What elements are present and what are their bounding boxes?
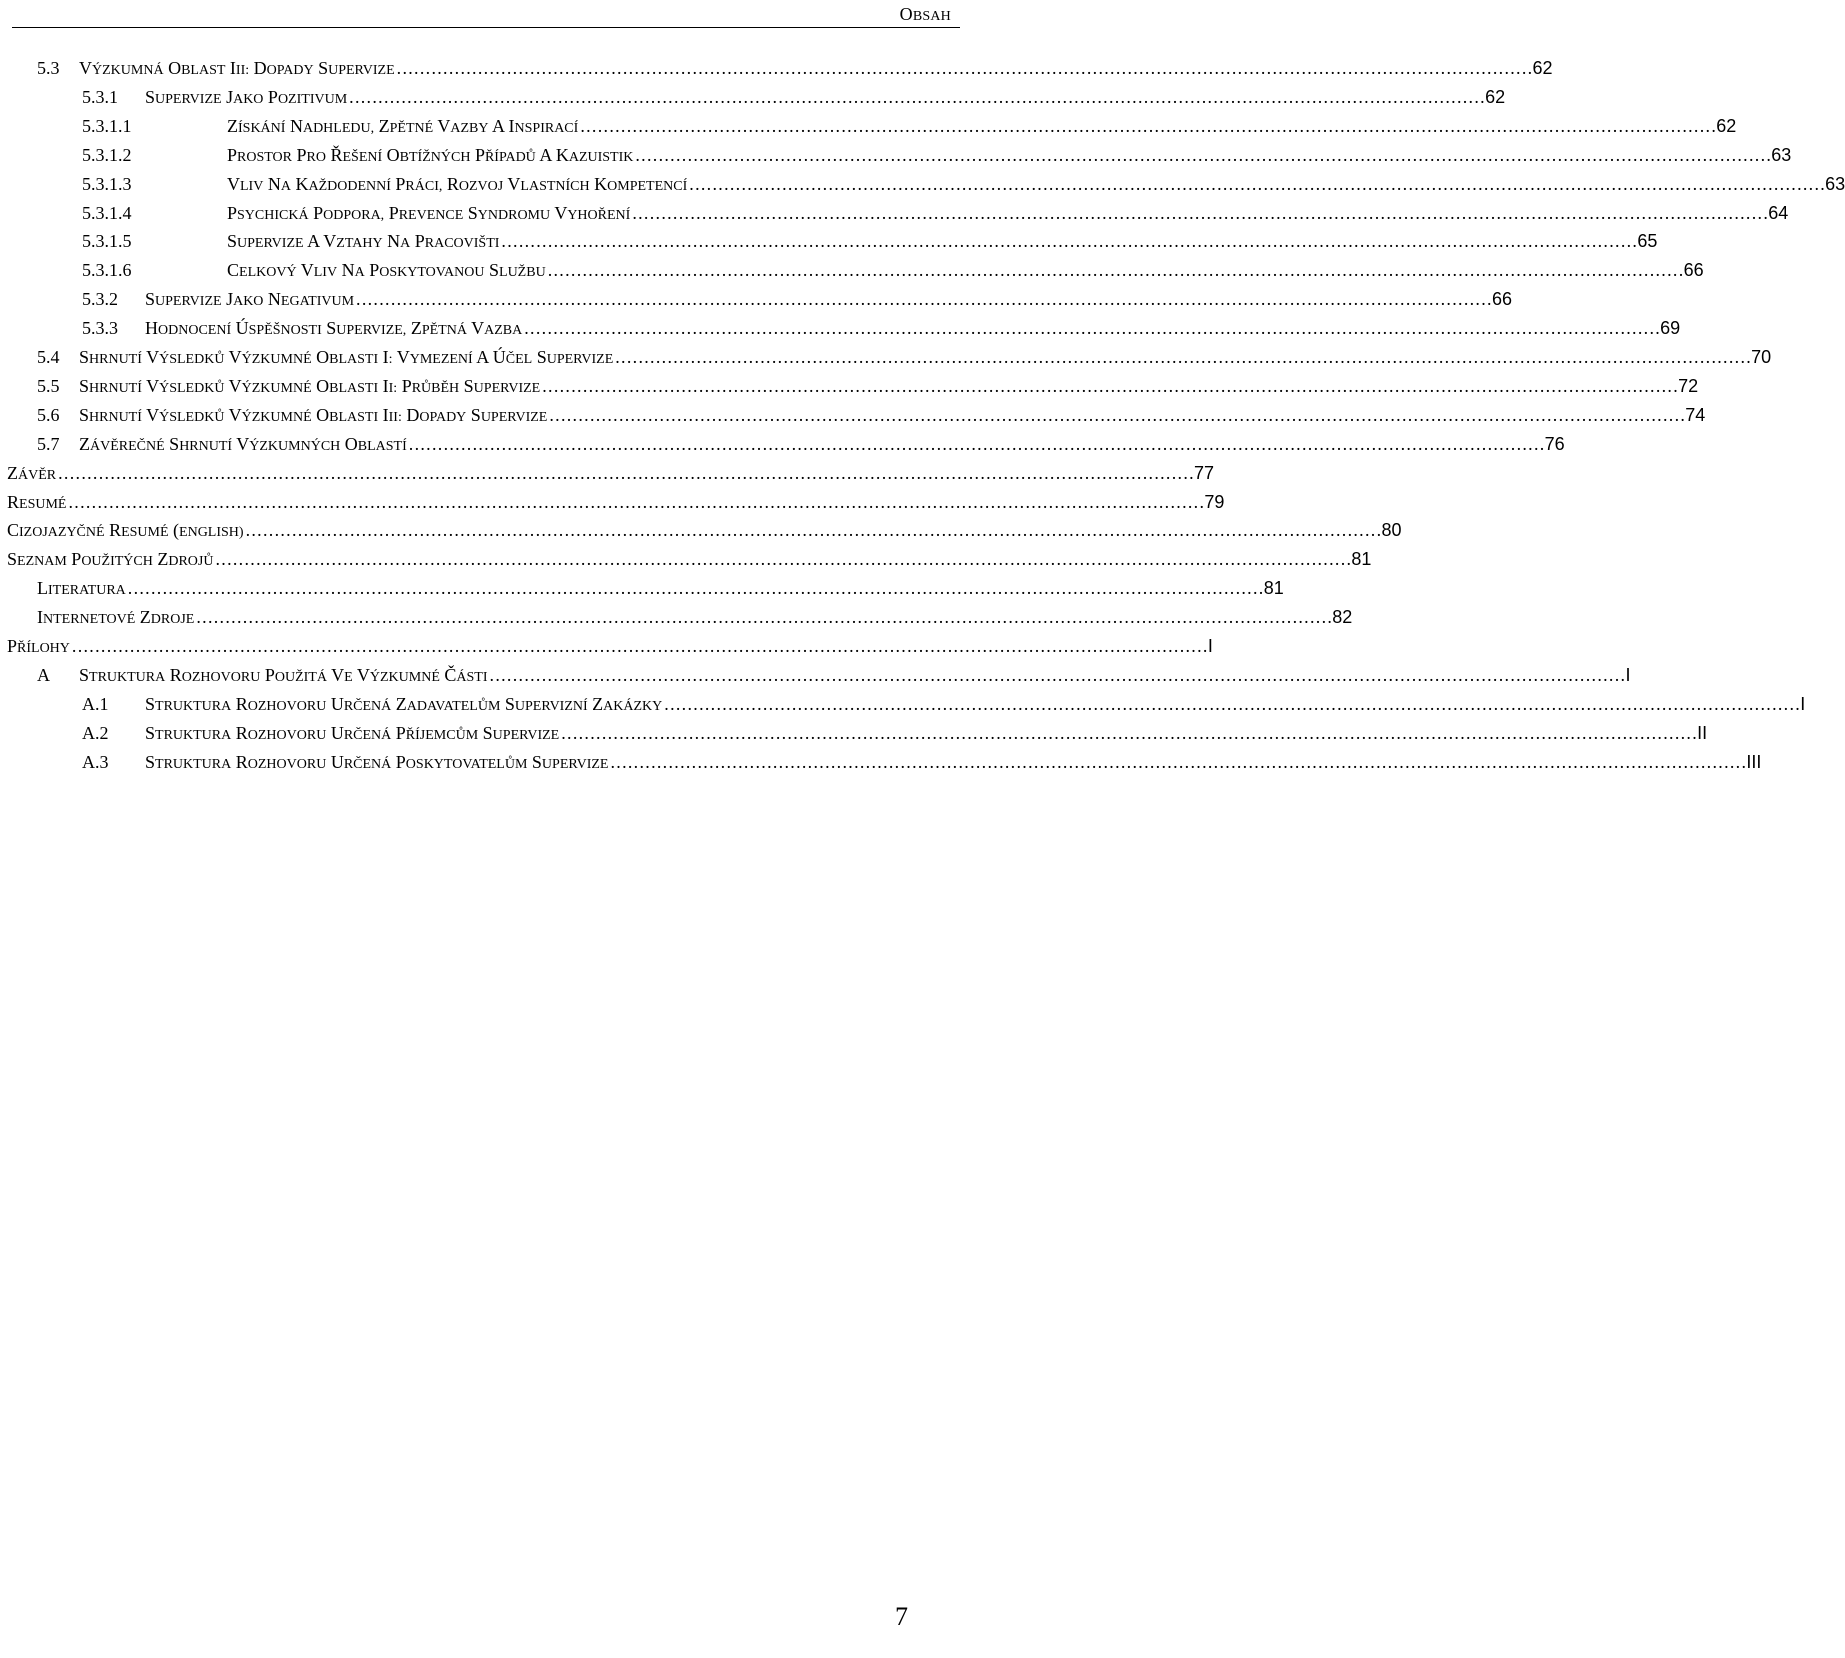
toc-dot-leader: [632, 199, 1766, 227]
toc-entry[interactable]: [82, 83, 1506, 111]
running-header: [0, 0, 960, 30]
toc-entry-page: 72: [1678, 376, 1699, 396]
toc-entry-number: 5.7: [37, 434, 60, 454]
toc-entry-title: STRUKTURA ROZHOVORU URČENÁ PŘÍJEMCŮM SUPERVIZE: [145, 723, 560, 743]
toc-dot-leader: [615, 343, 1749, 371]
toc-entry[interactable]: [82, 199, 1789, 227]
toc-entry-title: SHRNUTÍ VÝSLEDKŮ VÝZKUMNÉ OBLASTI I: VYMEZENÍ A ÚČEL SUPERVIZE: [79, 347, 614, 367]
toc-entry-title: RESUMÉ: [7, 492, 67, 512]
toc-entry[interactable]: [7, 516, 1402, 544]
toc-entry-page: 66: [1491, 289, 1512, 309]
toc-entry-title: HODNOCENÍ ÚSPĚŠNOSTI SUPERVIZE, ZPĚTNÁ VAZBA: [145, 318, 523, 338]
toc-entry-page: 80: [1381, 520, 1402, 540]
toc-entry-page: 62: [1532, 58, 1553, 78]
toc-entry-page: 70: [1751, 347, 1772, 367]
toc-dot-leader: [548, 256, 1682, 284]
toc-entry-page: III: [1746, 752, 1762, 772]
toc-entry-number: A.3: [82, 752, 109, 772]
toc-entry[interactable]: [82, 285, 1512, 313]
toc-entry-page: 76: [1544, 434, 1565, 454]
toc-entry[interactable]: [82, 314, 1681, 342]
toc-entry-page: 63: [1771, 145, 1792, 165]
toc-entry-number: 5.3.2: [82, 289, 118, 309]
toc-entry[interactable]: [82, 141, 1792, 169]
toc-entry-page: I: [1207, 636, 1213, 656]
toc-entry[interactable]: [82, 112, 1737, 140]
toc-entry-page: 69: [1660, 318, 1681, 338]
toc-dot-leader: [356, 285, 1490, 313]
toc-entry-page: 64: [1768, 203, 1789, 223]
toc-entry-page: 82: [1332, 607, 1353, 627]
toc-dot-leader: [561, 719, 1695, 747]
toc-entry-title: INTERNETOVÉ ZDROJE: [37, 607, 195, 627]
toc-dot-leader: [409, 430, 1543, 458]
toc-dot-leader: [549, 401, 1683, 429]
toc-entry-title: LITERATURA: [37, 578, 126, 598]
header-title: OBSAH: [899, 4, 951, 24]
toc-entry[interactable]: [37, 574, 1284, 602]
toc-entry-page: 77: [1194, 463, 1215, 483]
toc-dot-leader: [635, 141, 1769, 169]
toc-entry-title: PŘÍLOHY: [7, 636, 70, 656]
toc-entry-number: A: [37, 665, 50, 685]
toc-entry[interactable]: [7, 459, 1215, 487]
toc-entry[interactable]: [37, 372, 1699, 400]
toc-entry-page: 62: [1716, 116, 1737, 136]
toc-dot-leader: [689, 170, 1823, 198]
toc-entry-page: II: [1697, 723, 1708, 743]
toc-entry-number: 5.3.1.6: [82, 260, 132, 280]
toc-dot-leader: [58, 459, 1192, 487]
toc-entry-title: SUPERVIZE JAKO NEGATIVUM: [145, 289, 355, 309]
toc-dot-leader: [524, 314, 1658, 342]
toc-entry[interactable]: [37, 661, 1631, 689]
toc-entry-title: STRUKTURA ROZHOVORU POUŽITÁ VE VÝZKUMNÉ ČÁSTI: [79, 665, 488, 685]
toc-entry-page: 74: [1685, 405, 1706, 425]
toc-entry[interactable]: [7, 488, 1225, 516]
toc-entry[interactable]: [82, 690, 1806, 718]
toc-dot-leader: [664, 690, 1798, 718]
toc-entry-title: SEZNAM POUŽITÝCH ZDROJŮ: [7, 549, 214, 569]
toc-entry[interactable]: [82, 719, 1708, 747]
page-number: 7: [895, 1602, 908, 1631]
header-rule: [12, 27, 960, 28]
toc-entry-title: ZÁVĚR: [7, 463, 57, 483]
toc-entry-title: SHRNUTÍ VÝSLEDKŮ VÝZKUMNÉ OBLASTI III: DOPADY SUPERVIZE: [79, 405, 548, 425]
toc-entry-page: 81: [1351, 549, 1372, 569]
toc-dot-leader: [128, 574, 1262, 602]
toc-entry-page: 81: [1263, 578, 1284, 598]
toc-entry-number: A.1: [82, 694, 109, 714]
toc-dot-leader: [490, 661, 1624, 689]
toc-entry-title: STRUKTURA ROZHOVORU URČENÁ ZADAVATELŮM SUPERVIZNÍ ZAKÁZKY: [145, 694, 663, 714]
toc-entry-number: 5.3.1.1: [82, 116, 132, 136]
toc-dot-leader: [215, 545, 1349, 573]
toc-entry-number: 5.4: [37, 347, 60, 367]
toc-entry-page: 65: [1637, 231, 1658, 251]
toc-entry-title: PSYCHICKÁ PODPORA, PREVENCE SYNDROMU VYHOŘENÍ: [227, 203, 631, 223]
toc-entry-number: 5.5: [37, 376, 60, 396]
toc-entry-page: I: [1800, 694, 1806, 714]
toc-entry-number: 5.3.1.3: [82, 174, 132, 194]
toc-entry-number: 5.3.1: [82, 87, 118, 107]
toc-entry-title: PROSTOR PRO ŘEŠENÍ OBTÍŽNÝCH PŘÍPADŮ A KAZUISTIK: [227, 145, 634, 165]
toc-dot-leader: [196, 603, 1330, 631]
toc-entry-page: 66: [1683, 260, 1704, 280]
toc-dot-leader: [349, 83, 1483, 111]
toc-entry-page: 62: [1485, 87, 1506, 107]
toc-entry-title: STRUKTURA ROZHOVORU URČENÁ POSKYTOVATELŮM SUPERVIZE: [145, 752, 609, 772]
toc-entry[interactable]: [37, 54, 1553, 82]
toc-entry-page: I: [1625, 665, 1631, 685]
toc-dot-leader: [580, 112, 1714, 140]
toc-entry-number: 5.3.1.4: [82, 203, 132, 223]
toc-entry[interactable]: [82, 256, 1704, 284]
toc-entry[interactable]: [82, 170, 1845, 198]
toc-entry-title: ZÁVĚREČNÉ SHRNUTÍ VÝZKUMNÝCH OBLASTÍ: [79, 434, 407, 454]
toc-dot-leader: [610, 748, 1744, 776]
toc-entry[interactable]: [7, 632, 1213, 660]
toc-entry-title: VLIV NA KAŽDODENNÍ PRÁCI, ROZVOJ VLASTNÍCH KOMPETENCÍ: [227, 174, 688, 194]
toc-entry[interactable]: [37, 343, 1772, 371]
toc-entry-number: 5.6: [37, 405, 60, 425]
toc-entry[interactable]: [37, 401, 1706, 429]
toc-entry-number: 5.3.1.5: [82, 231, 132, 251]
toc-entry-number: 5.3.1.2: [82, 145, 132, 165]
toc-entry[interactable]: [82, 227, 1658, 255]
toc-entry-number: 5.3.3: [82, 318, 118, 338]
toc-entry-page: 63: [1825, 174, 1845, 194]
toc-entry-title: SUPERVIZE JAKO POZITIVUM: [145, 87, 348, 107]
toc-entry[interactable]: [37, 603, 1353, 631]
toc-entry-title: SUPERVIZE A VZTAHY NA PRACOVIŠTI: [227, 231, 500, 251]
toc-dot-leader: [397, 54, 1531, 82]
toc-dot-leader: [501, 227, 1635, 255]
toc-entry[interactable]: [37, 430, 1565, 458]
toc-entry-title: SHRNUTÍ VÝSLEDKŮ VÝZKUMNÉ OBLASTI II: PRŮBĚH SUPERVIZE: [79, 376, 541, 396]
toc-dot-leader: [72, 632, 1206, 660]
toc-entry[interactable]: [82, 748, 1762, 776]
toc-dot-leader: [542, 372, 1676, 400]
toc-entry-title: CELKOVÝ VLIV NA POSKYTOVANOU SLUŽBU: [227, 260, 546, 280]
toc-entry-title: VÝZKUMNÁ OBLAST III: DOPADY SUPERVIZE: [79, 58, 395, 78]
toc-entry-page: 79: [1204, 492, 1225, 512]
toc-entry-title: CIZOJAZYČNÉ RESUMÉ (ENGLISH): [7, 520, 244, 540]
toc-entry[interactable]: [7, 545, 1372, 573]
toc-dot-leader: [246, 516, 1380, 544]
toc-entry-title: ZÍSKÁNÍ NADHLEDU, ZPĚTNÉ VAZBY A INSPIRACÍ: [227, 116, 579, 136]
toc-entry-number: A.2: [82, 723, 109, 743]
toc-dot-leader: [68, 488, 1202, 516]
toc-entry-number: 5.3: [37, 58, 60, 78]
